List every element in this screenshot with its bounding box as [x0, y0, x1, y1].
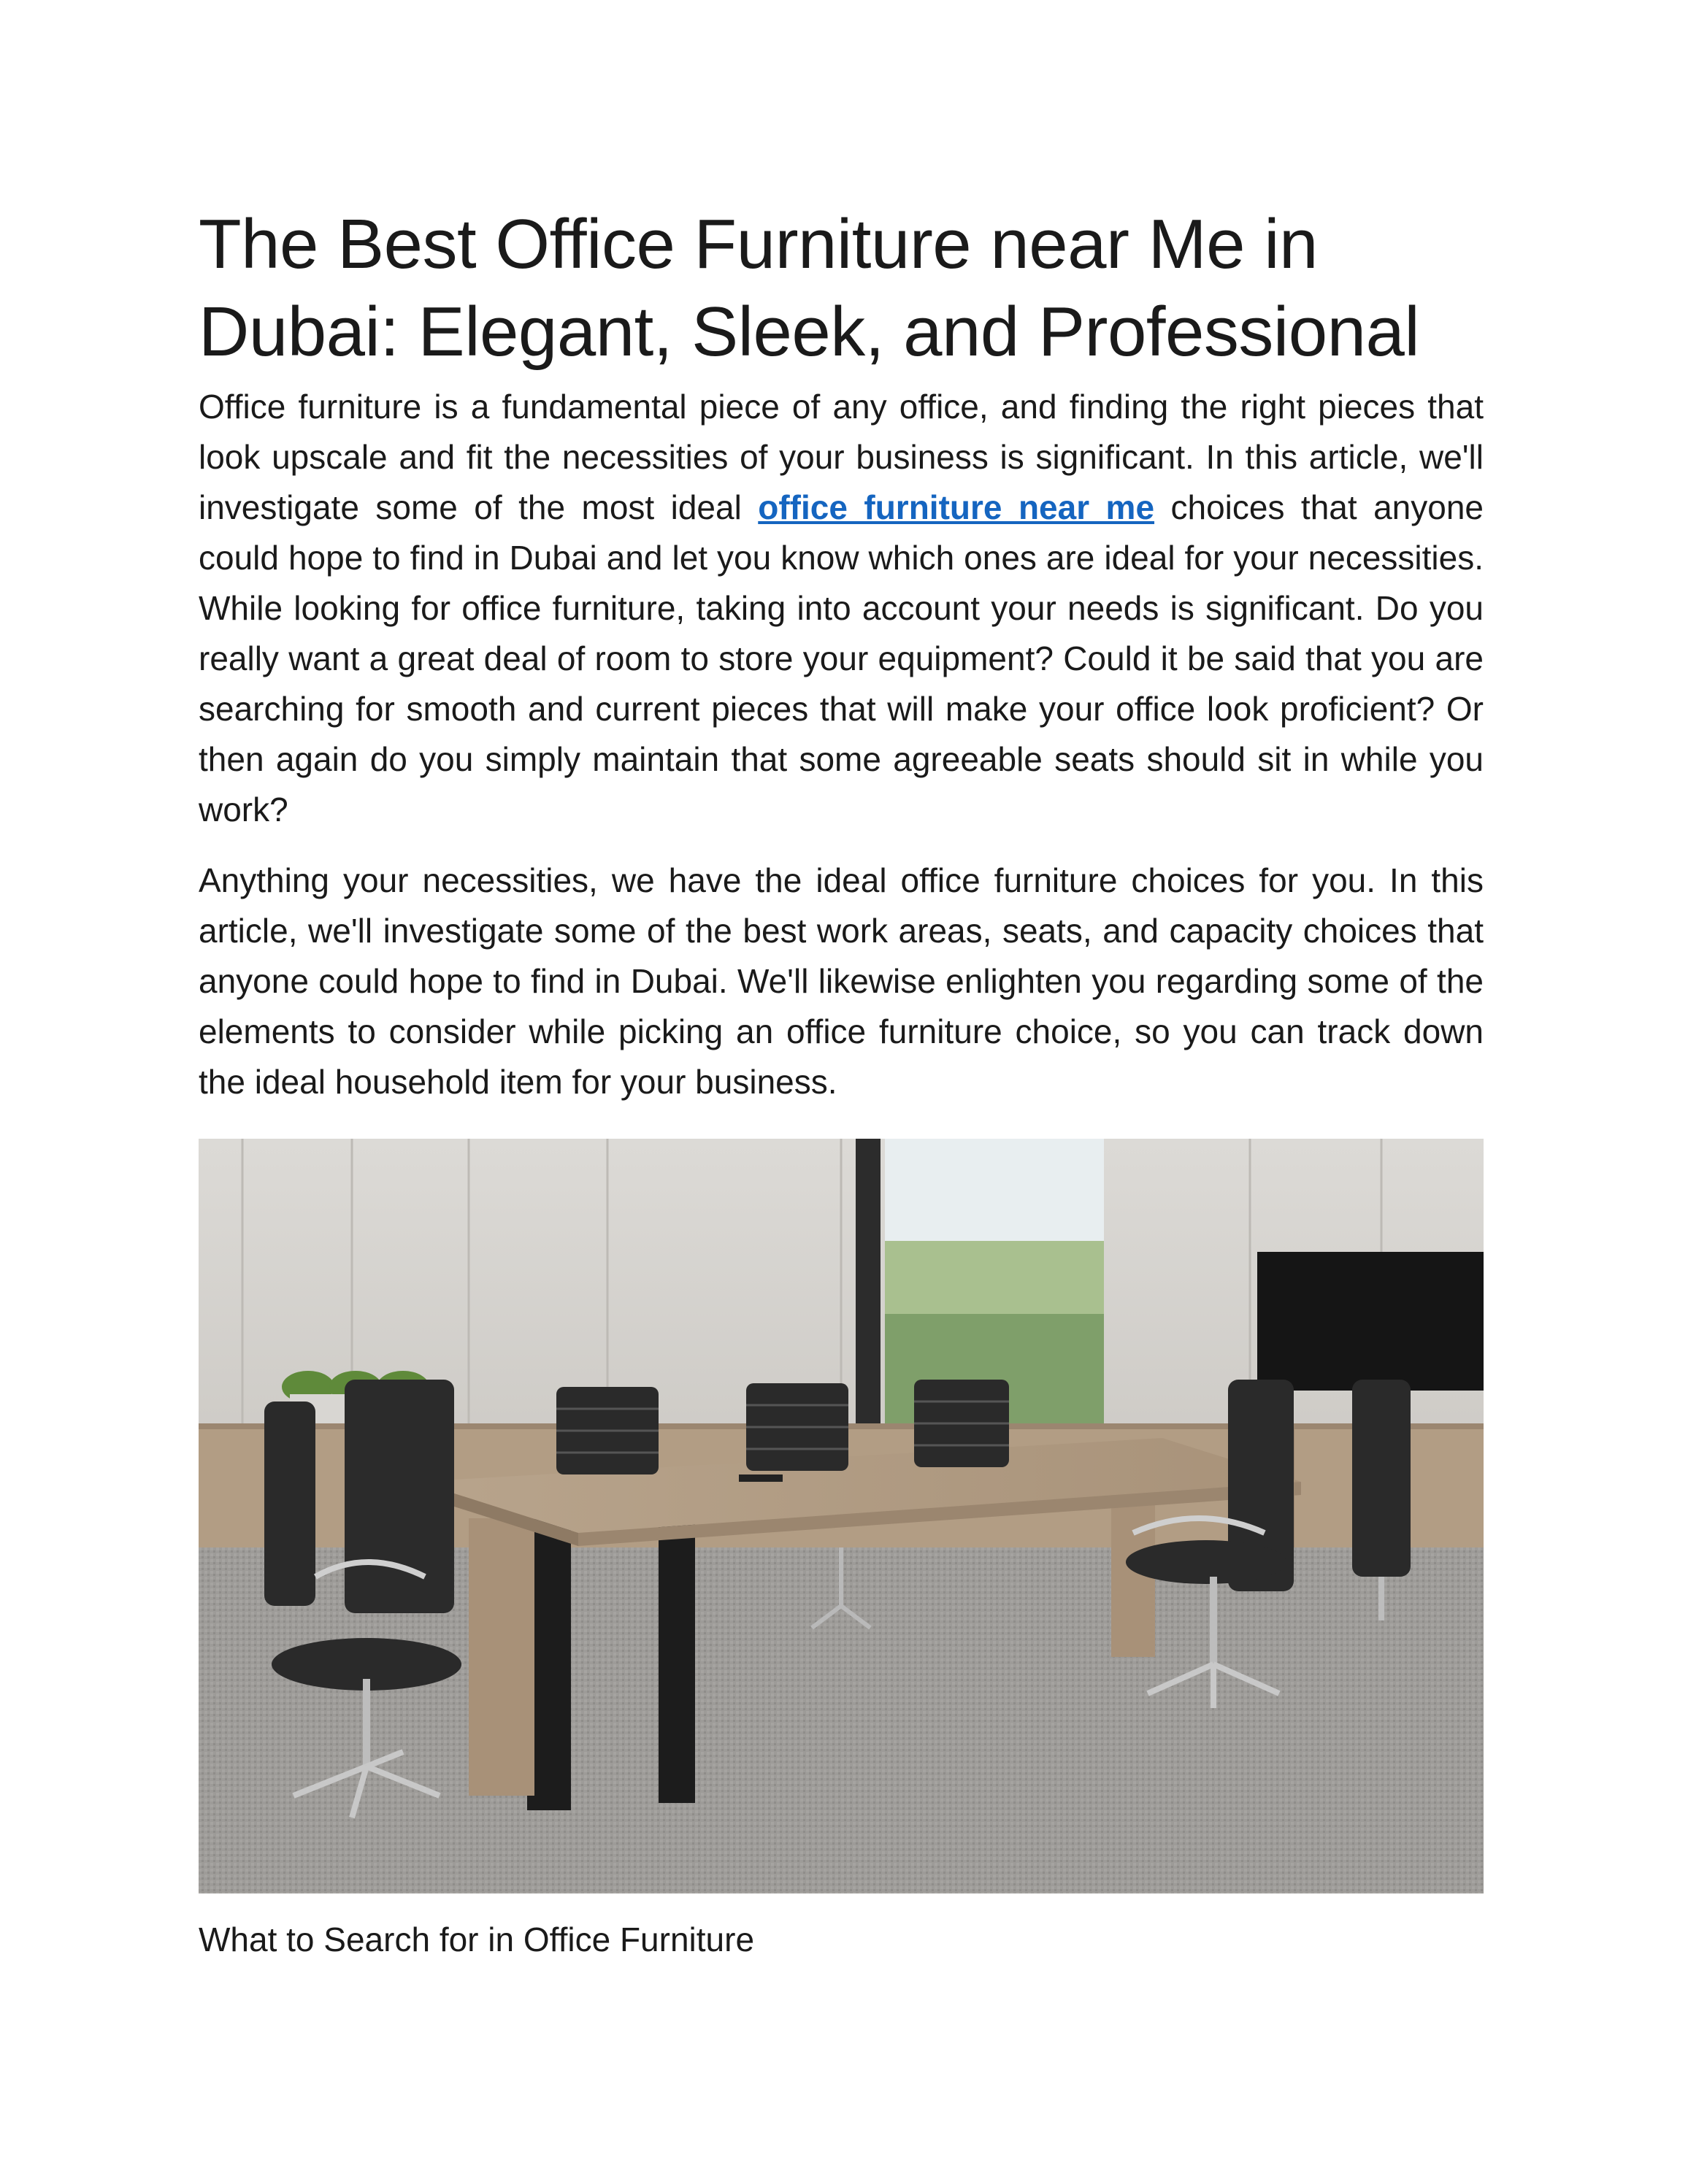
article-title: The Best Office Furniture near Me in Dubai: Elegant, Sleek, and Professional [199, 205, 1420, 371]
section-subheading: What to Search for in Office Furniture [199, 1920, 755, 1958]
intro-text-before-link: Office furniture is a fundamental piece of any office, and finding the right pieces that look upscale and fit the necessities of your business is significant. In this article, we'll investigate some of the most ideal [199, 388, 1484, 526]
article-body [199, 201, 1484, 1107]
office-furniture-link[interactable]: office furniture near me [758, 488, 1155, 526]
second-paragraph: Anything your necessities, we have the ideal office furniture choices for you. In this article, we'll investigate some of the best work areas, seats, and capacity choices that anyone could hope to find in Dubai. We'll likewise enlighten you regarding some of the elements to consider while picking an office furniture choice, so you can track down the ideal household item for your business. [199, 861, 1484, 1101]
intro-paragraph [199, 382, 1484, 835]
intro-text-after-link: choices that anyone could hope to find in Dubai and let you know which ones are ideal for your necessities. While looking for office furniture, taking into account your needs is significant. Do you really want a great deal of room to store your equipment? Could it be said that you are searching for smooth and current pieces that will make your office look proficient? Or then again do you simply maintain that some agreeable seats should sit in while you work? [199, 488, 1484, 828]
conference-room-photo [199, 1139, 1484, 1893]
